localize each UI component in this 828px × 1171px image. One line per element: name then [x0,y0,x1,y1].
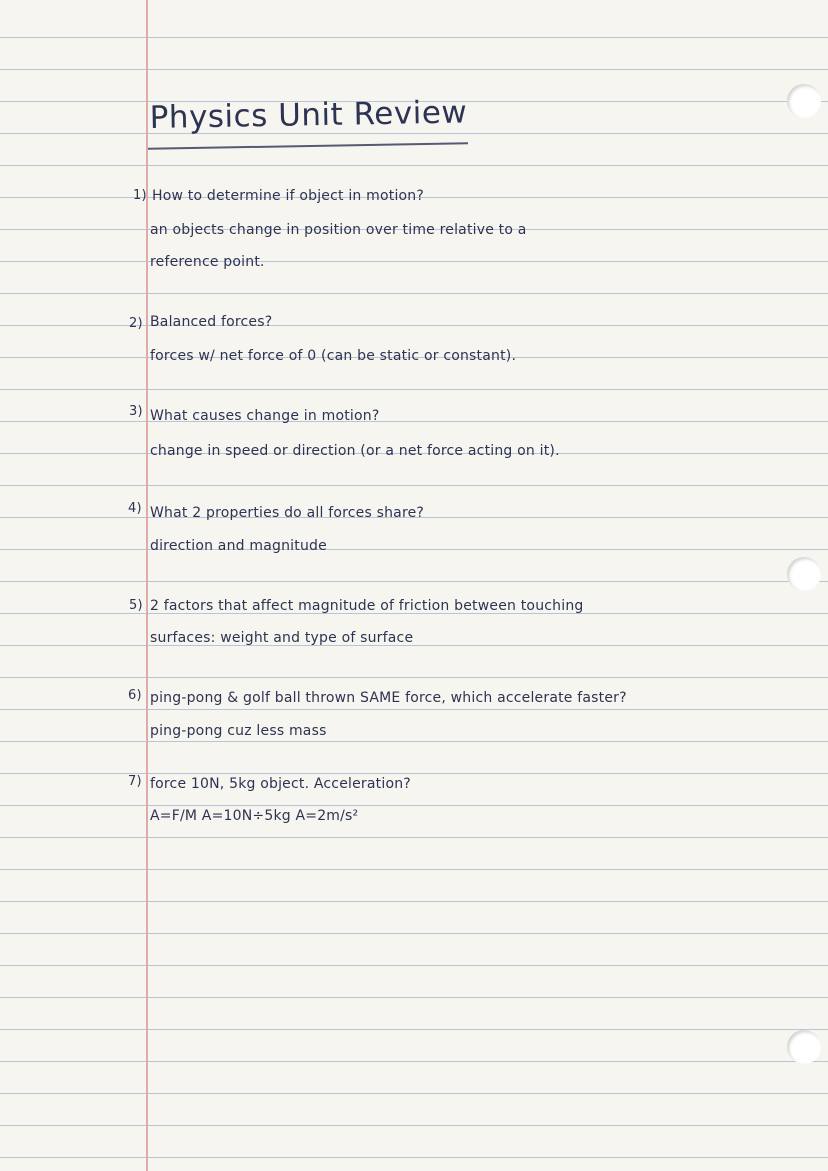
question-text: What 2 properties do all forces share? [150,505,425,521]
answer-line: surfaces: weight and type of surface [150,630,414,646]
question-number: 5) [129,598,143,613]
page-title: Physics Unit Review [149,94,468,136]
question-text: What causes change in motion? [150,408,380,424]
question-text: Balanced forces? [150,314,273,330]
question-number: 6) [128,688,142,703]
question-text: 2 factors that affect magnitude of friction between touching [150,598,584,614]
title-underline [148,142,468,150]
question-text: How to determine if object in motion? [152,188,424,204]
answer-line: A=F/M A=10N÷5kg A=2m/s² [150,808,359,824]
question-number: 1) [133,188,147,203]
answer-line: change in speed or direction (or a net force acting on it). [150,443,560,459]
answer-line: ping-pong cuz less mass [150,723,327,739]
question-number: 7) [128,774,142,789]
margin-line [146,0,148,1171]
punch-hole-top [787,84,821,118]
punch-hole-bottom [787,1030,821,1064]
answer-line: an objects change in position over time relative to a [150,222,527,238]
question-number: 2) [129,316,143,331]
question-number: 3) [129,404,143,419]
punch-hole-middle [787,557,821,591]
question-number: 4) [128,501,142,516]
answer-line: direction and magnitude [150,538,327,554]
question-text: ping-pong & golf ball thrown SAME force, which accelerate faster? [150,690,627,706]
question-text: force 10N, 5kg object. Acceleration? [150,776,411,792]
answer-line: reference point. [150,254,265,270]
answer-line: forces w/ net force of 0 (can be static or constant). [150,348,517,364]
